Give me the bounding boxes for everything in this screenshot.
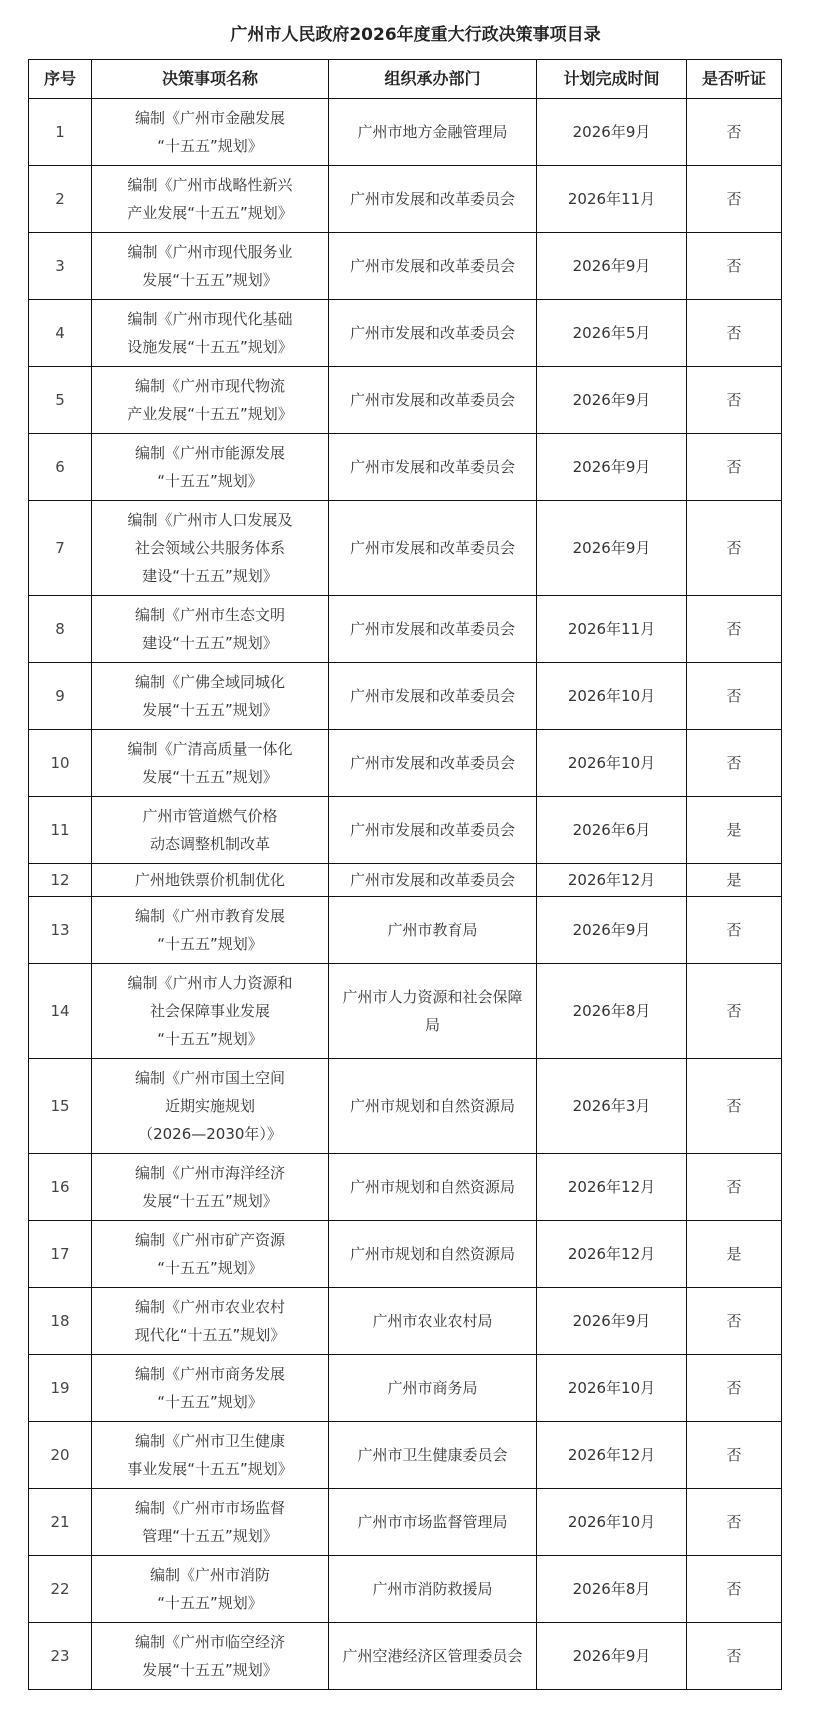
cell-time: 2026年9月 <box>537 233 687 300</box>
table-row <box>29 964 782 1059</box>
cell-time: 2026年9月 <box>537 99 687 166</box>
table-row <box>29 864 782 897</box>
cell-time: 2026年9月 <box>537 367 687 434</box>
cell-name: 编制《广州市临空经济 发展“十五五”规划》 <box>92 1623 329 1690</box>
header-dept: 组织承办部门 <box>329 60 537 99</box>
cell-dept: 广州市发展和改革委员会 <box>329 730 537 797</box>
cell-hearing: 否 <box>687 233 782 300</box>
cell-time: 2026年8月 <box>537 1556 687 1623</box>
cell-seq: 5 <box>29 367 92 434</box>
cell-seq: 6 <box>29 434 92 501</box>
cell-dept: 广州市发展和改革委员会 <box>329 663 537 730</box>
cell-hearing: 否 <box>687 300 782 367</box>
cell-time: 2026年9月 <box>537 1623 687 1690</box>
cell-dept: 广州市发展和改革委员会 <box>329 434 537 501</box>
cell-seq: 2 <box>29 166 92 233</box>
cell-hearing: 否 <box>687 1623 782 1690</box>
cell-hearing: 否 <box>687 1059 782 1154</box>
cell-time: 2026年9月 <box>537 897 687 964</box>
table-row <box>29 897 782 964</box>
table-row <box>29 233 782 300</box>
cell-seq: 7 <box>29 501 92 596</box>
cell-name: 广州市管道燃气价格 动态调整机制改革 <box>92 797 329 864</box>
cell-name: 编制《广州市现代化基础 设施发展“十五五”规划》 <box>92 300 329 367</box>
cell-hearing: 否 <box>687 1489 782 1556</box>
cell-hearing: 否 <box>687 501 782 596</box>
table-row <box>29 797 782 864</box>
cell-time: 2026年5月 <box>537 300 687 367</box>
cell-dept: 广州市市场监督管理局 <box>329 1489 537 1556</box>
cell-time: 2026年12月 <box>537 1221 687 1288</box>
table-row <box>29 596 782 663</box>
cell-hearing: 否 <box>687 964 782 1059</box>
cell-seq: 16 <box>29 1154 92 1221</box>
cell-time: 2026年10月 <box>537 1489 687 1556</box>
cell-dept: 广州市发展和改革委员会 <box>329 233 537 300</box>
cell-name: 编制《广州市商务发展 “十五五”规划》 <box>92 1355 329 1422</box>
table-row <box>29 1059 782 1154</box>
cell-seq: 4 <box>29 300 92 367</box>
cell-dept: 广州市规划和自然资源局 <box>329 1221 537 1288</box>
header-name: 决策事项名称 <box>92 60 329 99</box>
cell-dept: 广州市发展和改革委员会 <box>329 797 537 864</box>
cell-name: 编制《广州市海洋经济 发展“十五五”规划》 <box>92 1154 329 1221</box>
cell-name: 编制《广州市消防 “十五五”规划》 <box>92 1556 329 1623</box>
table-row <box>29 166 782 233</box>
header-hearing: 是否听证 <box>687 60 782 99</box>
cell-time: 2026年9月 <box>537 434 687 501</box>
cell-seq: 15 <box>29 1059 92 1154</box>
table-row <box>29 434 782 501</box>
cell-dept: 广州市发展和改革委员会 <box>329 300 537 367</box>
cell-dept: 广州市卫生健康委员会 <box>329 1422 537 1489</box>
cell-hearing: 否 <box>687 897 782 964</box>
cell-hearing: 否 <box>687 1288 782 1355</box>
table-header-row <box>29 60 782 99</box>
cell-dept: 广州市规划和自然资源局 <box>329 1059 537 1154</box>
header-seq: 序号 <box>29 60 92 99</box>
cell-time: 2026年10月 <box>537 1355 687 1422</box>
cell-dept: 广州空港经济区管理委员会 <box>329 1623 537 1690</box>
cell-hearing: 否 <box>687 434 782 501</box>
cell-dept: 广州市发展和改革委员会 <box>329 166 537 233</box>
cell-time: 2026年12月 <box>537 1154 687 1221</box>
decision-catalog-table <box>28 59 782 1690</box>
cell-time: 2026年9月 <box>537 501 687 596</box>
cell-seq: 22 <box>29 1556 92 1623</box>
cell-dept: 广州市发展和改革委员会 <box>329 367 537 434</box>
cell-time: 2026年12月 <box>537 864 687 897</box>
cell-seq: 3 <box>29 233 92 300</box>
cell-dept: 广州市人力资源和社会保障 局 <box>329 964 537 1059</box>
cell-name: 编制《广州市生态文明 建设“十五五”规划》 <box>92 596 329 663</box>
cell-name: 编制《广州市矿产资源 “十五五”规划》 <box>92 1221 329 1288</box>
cell-dept: 广州市商务局 <box>329 1355 537 1422</box>
cell-time: 2026年3月 <box>537 1059 687 1154</box>
cell-dept: 广州市教育局 <box>329 897 537 964</box>
table-row <box>29 1623 782 1690</box>
cell-seq: 12 <box>29 864 92 897</box>
cell-hearing: 否 <box>687 367 782 434</box>
cell-hearing: 是 <box>687 864 782 897</box>
cell-name: 编制《广州市市场监督 管理“十五五”规划》 <box>92 1489 329 1556</box>
cell-time: 2026年12月 <box>537 1422 687 1489</box>
cell-name: 编制《广州市战略性新兴 产业发展“十五五”规划》 <box>92 166 329 233</box>
cell-hearing: 否 <box>687 99 782 166</box>
table-row <box>29 367 782 434</box>
cell-seq: 20 <box>29 1422 92 1489</box>
cell-seq: 1 <box>29 99 92 166</box>
cell-seq: 13 <box>29 897 92 964</box>
table-row <box>29 501 782 596</box>
cell-hearing: 是 <box>687 1221 782 1288</box>
cell-hearing: 否 <box>687 1154 782 1221</box>
cell-seq: 9 <box>29 663 92 730</box>
cell-seq: 23 <box>29 1623 92 1690</box>
table-row <box>29 1556 782 1623</box>
table-row <box>29 99 782 166</box>
cell-name: 编制《广州市金融发展 “十五五”规划》 <box>92 99 329 166</box>
table-row <box>29 1355 782 1422</box>
cell-time: 2026年11月 <box>537 596 687 663</box>
cell-dept: 广州市地方金融管理局 <box>329 99 537 166</box>
cell-time: 2026年10月 <box>537 663 687 730</box>
cell-name: 编制《广州市现代物流 产业发展“十五五”规划》 <box>92 367 329 434</box>
cell-name: 编制《广州市人力资源和 社会保障事业发展 “十五五”规划》 <box>92 964 329 1059</box>
cell-name: 编制《广州市能源发展 “十五五”规划》 <box>92 434 329 501</box>
cell-hearing: 否 <box>687 1355 782 1422</box>
document-title: 广州市人民政府2026年度重大行政决策事项目录 <box>230 25 601 45</box>
cell-time: 2026年9月 <box>537 1288 687 1355</box>
cell-time: 2026年11月 <box>537 166 687 233</box>
table-row <box>29 1288 782 1355</box>
cell-seq: 19 <box>29 1355 92 1422</box>
table-row <box>29 1422 782 1489</box>
cell-time: 2026年8月 <box>537 964 687 1059</box>
cell-seq: 14 <box>29 964 92 1059</box>
table-row <box>29 300 782 367</box>
table-row <box>29 730 782 797</box>
table-row <box>29 1154 782 1221</box>
cell-name: 编制《广州市卫生健康 事业发展“十五五”规划》 <box>92 1422 329 1489</box>
cell-dept: 广州市消防救援局 <box>329 1556 537 1623</box>
cell-hearing: 是 <box>687 797 782 864</box>
cell-name: 编制《广佛全域同城化 发展“十五五”规划》 <box>92 663 329 730</box>
cell-seq: 17 <box>29 1221 92 1288</box>
cell-name: 编制《广州市国土空间 近期实施规划 （2026—2030年）》 <box>92 1059 329 1154</box>
cell-dept: 广州市发展和改革委员会 <box>329 501 537 596</box>
cell-hearing: 否 <box>687 1422 782 1489</box>
cell-seq: 21 <box>29 1489 92 1556</box>
cell-seq: 18 <box>29 1288 92 1355</box>
cell-time: 2026年6月 <box>537 797 687 864</box>
table-row <box>29 663 782 730</box>
cell-name: 编制《广州市教育发展 “十五五”规划》 <box>92 897 329 964</box>
header-time: 计划完成时间 <box>537 60 687 99</box>
cell-name: 编制《广清高质量一体化 发展“十五五”规划》 <box>92 730 329 797</box>
cell-name: 编制《广州市人口发展及 社会领域公共服务体系 建设“十五五”规划》 <box>92 501 329 596</box>
table-row <box>29 1221 782 1288</box>
cell-seq: 11 <box>29 797 92 864</box>
cell-name: 编制《广州市现代服务业 发展“十五五”规划》 <box>92 233 329 300</box>
cell-dept: 广州市规划和自然资源局 <box>329 1154 537 1221</box>
cell-hearing: 否 <box>687 730 782 797</box>
cell-dept: 广州市农业农村局 <box>329 1288 537 1355</box>
table-row <box>29 1489 782 1556</box>
cell-time: 2026年10月 <box>537 730 687 797</box>
cell-hearing: 否 <box>687 596 782 663</box>
cell-hearing: 否 <box>687 663 782 730</box>
cell-seq: 8 <box>29 596 92 663</box>
cell-hearing: 否 <box>687 166 782 233</box>
cell-name: 广州地铁票价机制优化 <box>92 864 329 897</box>
cell-seq: 10 <box>29 730 92 797</box>
cell-hearing: 否 <box>687 1556 782 1623</box>
cell-dept: 广州市发展和改革委员会 <box>329 864 537 897</box>
cell-name: 编制《广州市农业农村 现代化“十五五”规划》 <box>92 1288 329 1355</box>
cell-dept: 广州市发展和改革委员会 <box>329 596 537 663</box>
